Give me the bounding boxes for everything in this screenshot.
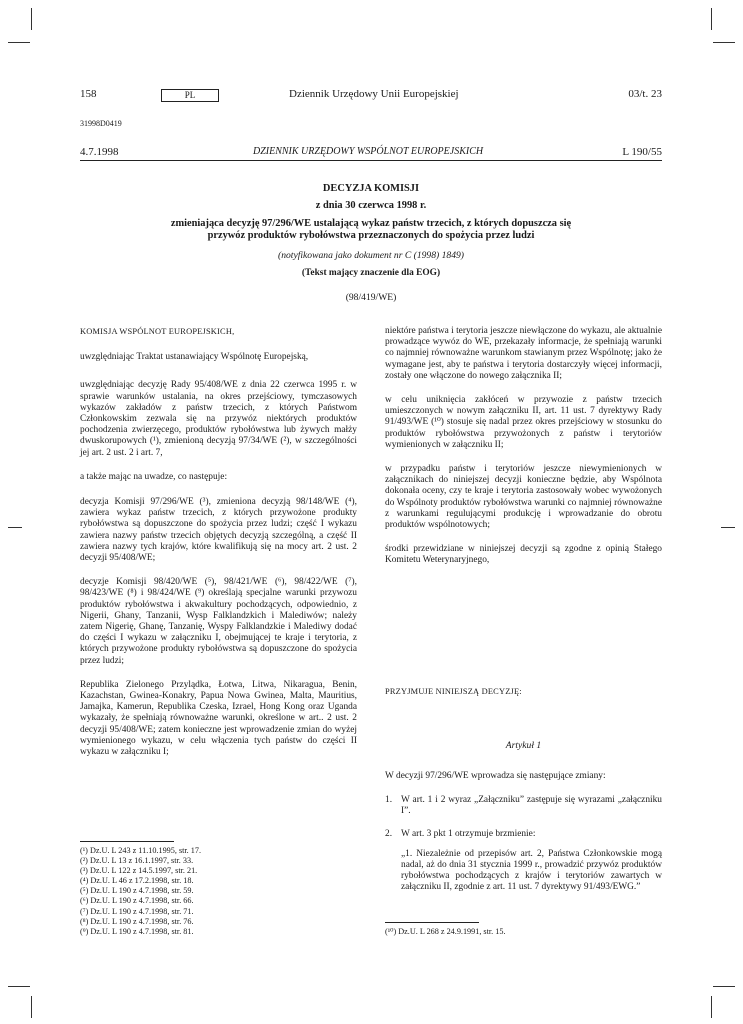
decision-date: z dnia 30 czerwca 1998 r. [315,200,427,211]
footnote: (²) Dz.U. L 13 z 16.1.1997, str. 33. [80,856,194,866]
recital-paragraph: w przypadku państw i terytoriów jeszcze niewymienionych w załącznikach do niniejszej decyzji konieczne będzie, aby Wspólnota dokonała oceny, czy te kraje i terytoria zastosowały wobec wywożonych do Wspólnoty produktów rybołówstwa warunki co najmniej równoważne z warunkami regulującymi produkcję i wprowadzanie do obrotu produktów wspólnotowych; [385,464,662,531]
subject-line: zmieniająca decyzję 97/296/WE ustalającą wykaz państw trzecich, z których dopuszcza się [170,218,572,229]
footnote: (⁶) Dz.U. L 190 z 4.7.1998, str. 66. [80,896,194,906]
recital-treaty: uwzględniając Traktat ustanawiający Wspólnotę Europejską, [80,352,309,363]
footnote: (⁴) Dz.U. L 46 z 17.2.1998, str. 18. [80,876,194,886]
celex-number: 31998D0419 [80,119,122,128]
recital-paragraph: w celu uniknięcia zakłóceń w przywozie z państw trzecich umieszczonych w nowym załączniku II, art. 11 ust. 7 dyrektywy Rady 91/493/WE (¹⁰) stosuje się nadal przez okres przejściowy w stosunku do produktów rybołówstwa przywożonych z państw i terytoriów wymienionych w załączniku II; [385,395,662,450]
crop-mark [713,42,735,43]
article-body [385,771,662,905]
footnote: (⁷) Dz.U. L 190 z 4.7.1998, str. 71. [80,906,194,916]
left-column [80,326,357,769]
right-column [385,326,662,578]
original-journal-title: DZIENNIK URZĘDOWY WSPÓLNOT EUROPEJSKICH [253,146,484,157]
article-intro: W decyzji 97/296/WE wprowadza się następujące zmiany: [385,771,606,781]
journal-volume: 03/t. 23 [628,88,662,100]
decision-heading: DECYZJA KOMISJI [322,183,420,194]
crop-mark [8,527,22,528]
item-number: 1. [385,795,393,806]
crop-mark [31,8,32,30]
crop-mark [721,527,735,528]
item-text: W art. 3 pkt 1 otrzymuje brzmienie: [401,828,536,839]
decision-number: (98/419/WE) [345,292,397,303]
amendment-item [385,829,662,840]
crop-mark [8,986,30,987]
item-text: W art. 1 i 2 wyraz „Załączniku” zastępuje się wyrazami „załączniku I”. [401,795,662,817]
article-heading: Artykuł 1 [505,740,542,751]
item-number: 2. [385,828,393,839]
crop-mark [711,8,712,30]
original-date: 4.7.1998 [80,146,119,158]
crop-mark [31,996,32,1018]
footnote-rule [385,922,479,923]
issuer: KOMISJA WSPÓLNOT EUROPEJSKICH, [80,327,235,336]
footnote: (¹⁰) Dz.U. L 268 z 24.9.1991, str. 15. [385,927,506,936]
recital-paragraph: niektóre państwa i terytoria jeszcze niewłączone do wykazu, ale aktualnie prowadzące wywóz do WE, przekazały informacje, że spełniają warunki co najmniej równoważne warunkom stawianym przez Wspólnotę; jako że wymagane jest, aby te państwa i terytoria dostarczyły więcej informacji, zostały one włączone do nowego załącznika II; [385,326,662,381]
recital-intro: a także mając na uwadze, co następuje: [80,471,228,482]
eea-relevance: (Tekst mający znaczenie dla EOG) [301,268,441,278]
recital-paragraph: środki przewidziane w niniejszej decyzji są zgodne z opinią Stałego Komitetu Weterynaryjnego, [385,544,662,566]
recital-paragraph: decyzja Komisji 97/296/WE (³), zmieniona decyzją 98/148/WE (⁴), zawiera wykaz państw trzecich, z których przywożone produkty rybołówstwa są dopuszczone do spożycia przez ludzi; część I wykazu zawiera nazwy państw trzecich objętych decyzją szczególną, a część II zawiera nazwy tych krajów, które kwalifikują się na mocy art. 2 ust. 2 decyzji 95/408/WE; [80,497,357,564]
footnote: (³) Dz.U. L 122 z 14.5.1997, str. 21. [80,866,198,876]
subject-line: przywóz produktów rybołówstwa przeznaczonych do spożycia przez ludzi [207,230,535,241]
quoted-provision: „1. Niezależnie od przepisów art. 2, Państwa Członkowskie mogą nadal, aż do dnia 31 stycznia 1999 r., prowadzić przywóz produktów rybołówstwa pochodzących z krajów i terytoriów zawartych w załączniku II, zgodnie z art. 11 ust. 7 dyrektywy 91/493/EWG.” [401,848,662,893]
footnote: (⁵) Dz.U. L 190 z 4.7.1998, str. 59. [80,886,194,896]
decision-subject [80,218,662,242]
footnote: (⁸) Dz.U. L 190 z 4.7.1998, str. 76. [80,916,194,926]
footnotes-left [80,846,357,937]
recital-council-decision: uwzględniając decyzję Rady 95/408/WE z dnia 22 czerwca 1995 r. w sprawie warunków ustalania, na okres przejściowy, tymczasowych wykazów zakładów z państw trzecich, z których Państwom Członkowskim zezwala się na przywóz niektórych produktów pochodzenia zwierzęcego, produktów rybołówstwa lub żywych małży dwuskorupowych (¹), zmienioną decyzją 97/34/WE (²), w szczególności jej art. 2 ust. 2 i art. 7, [80,380,357,458]
crop-mark [711,996,712,1018]
notification-note: (notyfikowana jako dokument nr C (1998) 1849) [278,250,464,261]
page-number: 158 [80,88,97,100]
footnote: (⁹) Dz.U. L 190 z 4.7.1998, str. 81. [80,926,194,936]
original-reference: L 190/55 [622,146,662,158]
crop-mark [713,986,735,987]
footnote-rule [80,841,174,842]
recital-paragraph: decyzje Komisji 98/420/WE (⁵), 98/421/WE (⁶), 98/422/WE (⁷), 98/423/WE (⁸) i 98/424/WE (⁹) określają specjalne warunki przywozu produktów rybołówstwa i akwakultury pochodzących, odpowiednio, z Nigerii, Ghany, Tanzanii, Wysp Falklandzkich i Malediwów; należy zatem Nigerię, Ghanę, Tanzanię, Wyspy Falklandzkie i Malediwy dodać do części I wykazu w załączniku I, obejmującej te kraje i terytoria, z których przywożone produkty rybołówstwa są dopuszczone do spożycia przez ludzi; [80,577,357,666]
amendment-item [385,795,662,817]
journal-title: Dziennik Urzędowy Unii Europejskiej [289,88,459,100]
footnote: (¹) Dz.U. L 243 z 11.10.1995, str. 17. [80,846,202,855]
adoption-clause: PRZYJMUJE NINIEJSZĄ DECYZJĘ: [385,687,522,696]
language-badge: PL [161,89,219,102]
crop-mark [8,42,30,43]
header-rule [80,160,662,161]
recital-paragraph: Republika Zielonego Przylądka, Łotwa, Litwa, Nikaragua, Benin, Kazachstan, Gwinea-Konakry, Papua Nowa Gwinea, Malta, Mauritius, Jamajka, Kamerun, Republika Czeska, Izrael, Hong Kong oraz Uganda wykazały, że spełniają równoważne warunki, określone w art.. 2 ust. 2 decyzji 95/408/WE; zatem konieczne jest wprowadzenie zmian do wyżej wymienionego wykazu, w celu włączenia tych państw do części II wykazu w załączniku I; [80,679,357,758]
